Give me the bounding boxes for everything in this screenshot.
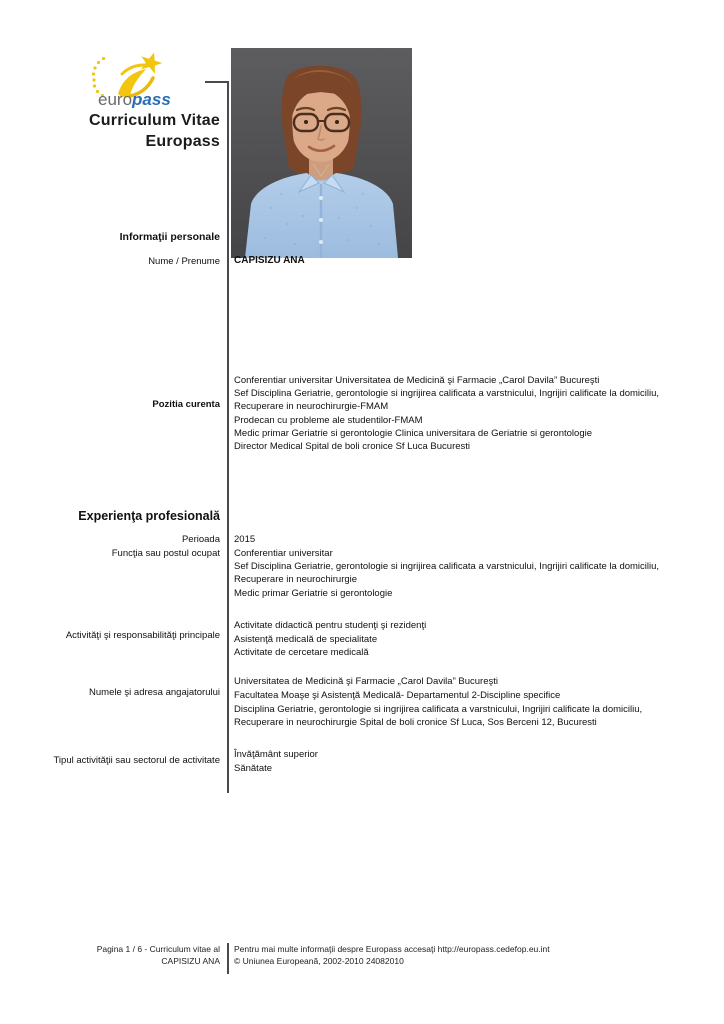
position-line: Conferentiar universitar Universitatea de Medicină şi Farmacie „Carol Davila” Bucureşti (234, 375, 600, 386)
portrait-photo (231, 48, 412, 258)
sector-label: Tipul activităţii sau sectorul de activitate (53, 755, 220, 766)
function-content (234, 547, 712, 600)
sector-line: Sănătate (234, 762, 273, 774)
position-line: Recuperare in neurochirurgie-FMAM (234, 401, 389, 413)
document-title-line1: Curriculum Vitae (89, 112, 220, 129)
footer-page-line1: Pagina 1 / 6 - Curriculum vitae al (96, 944, 220, 954)
employer-line: Disciplina Geriatrie, gerontologie si ingrijirea calificata a varstnicului, Ingrijiri calificate la domiciliu, (234, 703, 643, 715)
function-label: Funcţia sau postul ocupat (111, 548, 220, 559)
function-line: Conferentiar universitar (234, 548, 333, 559)
footer-europass-info (234, 944, 704, 967)
experience-heading: Experienţa profesională (78, 509, 220, 523)
logo-text: europass (98, 90, 171, 108)
europass-star-logo-icon (88, 50, 210, 108)
activities-label: Activităţi şi responsabilităţi principale (65, 630, 220, 641)
employer-line: Recuperare in neurochirurgie Spital de boli cronice Sf Luca, Sos Berceni 12, Bucuresti (234, 717, 597, 729)
position-line: Prodecan cu probleme ale studentilor-FMAM (234, 414, 423, 426)
activities-content (234, 619, 712, 660)
footer-page-info (0, 944, 220, 967)
europass-logo (88, 50, 210, 108)
footer-divider-rule (227, 943, 229, 974)
name-value: CAPISIZU ANA (234, 255, 305, 266)
document-title (0, 110, 220, 152)
document-title-line2: Europass (145, 133, 220, 150)
name-label: Nume / Prenume (148, 256, 220, 267)
position-line: Sef Disciplina Geriatrie, gerontologie si ingrijirea calificata a varstnicului, Ingrijiri calificate la domiciliu, (234, 388, 660, 400)
position-line: Medic primar Geriatrie si gerontologie Clinica universitara de Geriatrie si gerontologie (234, 427, 592, 439)
position-line: Director Medical Spital de boli cronice Sf Luca Bucuresti (234, 441, 471, 453)
employer-label: Numele şi adresa angajatorului (89, 687, 220, 698)
sector-line: Învăţământ superior (234, 749, 318, 760)
period-label: Perioada (181, 534, 220, 545)
function-line: Sef Disciplina Geriatrie, gerontologie si ingrijirea calificata a varstnicului, Ingrijiri calificate la domiciliu, (234, 561, 660, 573)
footer-info-line1: Pentru mai multe informaţii despre Europass accesaţi http://europass.cedefop.eu.int (234, 944, 550, 954)
period-value: 2015 (234, 534, 256, 545)
function-line: Recuperare in neurochirurgie (234, 574, 358, 586)
activity-line: Activitate didactică pentru studenţi şi rezidenţi (234, 620, 427, 631)
footer-info-line2: © Uniunea Europeană, 2002-2010 24082010 (234, 955, 404, 966)
header-connector-line (205, 81, 229, 83)
current-position-label: Pozitia curenta (152, 399, 220, 410)
footer-page-line2: CAPISIZU ANA (161, 955, 220, 966)
column-divider-rule (227, 81, 229, 793)
sector-content (234, 748, 712, 775)
employer-content (234, 675, 712, 730)
function-line: Medic primar Geriatrie si gerontologie (234, 587, 393, 599)
portrait-photo-image (231, 48, 412, 258)
current-position-content (234, 374, 712, 453)
activity-line: Activitate de cercetare medicală (234, 647, 369, 658)
employer-line: Universitatea de Medicină şi Farmacie „Carol Davila” Bucureşti (234, 676, 498, 687)
activity-line: Asistenţă medicală de specialitate (234, 633, 378, 645)
personal-info-heading: Informaţii personale (119, 231, 220, 243)
employer-line: Facultatea Moaşe şi Asistenţă Medicală- Departamentul 2-Discipline specifice (234, 689, 561, 701)
